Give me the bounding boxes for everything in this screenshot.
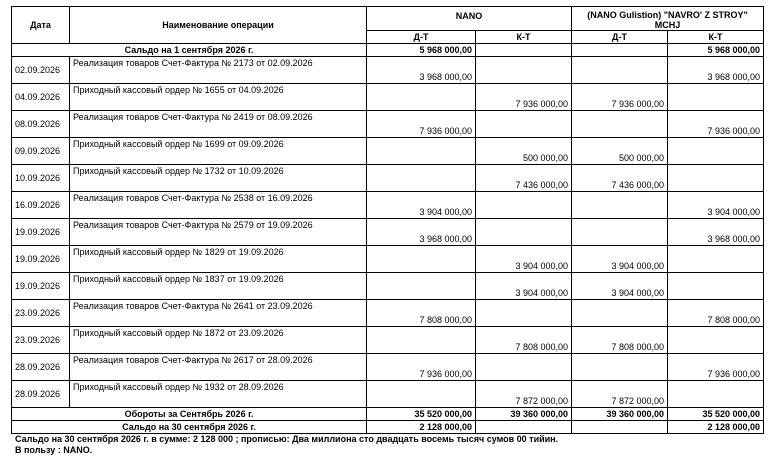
row-p1-debit: 3 968 000,00 (367, 219, 476, 246)
row-date: 09.09.2026 (12, 138, 70, 165)
col-header-party2 (572, 7, 764, 31)
table-row (12, 354, 764, 381)
row-p2-credit: 3 904 000,00 (668, 192, 764, 219)
row-p1-credit (476, 300, 572, 327)
table-row (12, 300, 764, 327)
reconciliation-table (11, 6, 764, 434)
row-date: 10.09.2026 (12, 165, 70, 192)
row-p2-credit: 3 968 000,00 (668, 219, 764, 246)
table-row (12, 111, 764, 138)
closing-p1-credit (476, 421, 572, 434)
summary-balance-text: Сальдо на 30 сентября 2026 г. в сумме: 2 128 000 ; прописью: Два миллиона сто двадцать восемь тысяч сумов 00 тийин. (15, 434, 559, 444)
row-operation: Приходный кассовый ордер № 1872 от 23.09.2026 (70, 327, 367, 354)
row-p2-credit (668, 84, 764, 111)
row-operation: Приходный кассовый ордер № 1655 от 04.09.2026 (70, 84, 367, 111)
row-p1-debit (367, 138, 476, 165)
row-p1-debit (367, 84, 476, 111)
row-p1-credit: 7 808 000,00 (476, 327, 572, 354)
row-date: 08.09.2026 (12, 111, 70, 138)
row-operation: Приходный кассовый ордер № 1829 от 19.09.2026 (70, 246, 367, 273)
row-p1-debit: 7 808 000,00 (367, 300, 476, 327)
row-date: 28.09.2026 (12, 354, 70, 381)
row-p1-credit (476, 57, 572, 84)
row-p2-debit (572, 300, 668, 327)
turnover-row (12, 408, 764, 421)
row-p2-debit: 500 000,00 (572, 138, 668, 165)
row-p2-credit (668, 165, 764, 192)
table-row (12, 165, 764, 192)
summary-footer (15, 434, 558, 456)
row-date: 19.09.2026 (12, 219, 70, 246)
row-p2-debit (572, 219, 668, 246)
table-row (12, 246, 764, 273)
row-p1-debit: 3 904 000,00 (367, 192, 476, 219)
row-p1-debit (367, 273, 476, 300)
p1-credit-header: К-Т (476, 31, 572, 44)
table-row (12, 381, 764, 408)
row-p2-debit: 7 936 000,00 (572, 84, 668, 111)
p1-debit-header: Д-Т (367, 31, 476, 44)
party2-name-line1: (NANO Gulistion) "NAVRO' Z STROY" (587, 10, 748, 20)
party2-name-line2: MCHJ (654, 20, 681, 30)
turnover-p2-credit: 35 520 000,00 (668, 408, 764, 421)
row-p1-credit: 500 000,00 (476, 138, 572, 165)
row-date: 04.09.2026 (12, 84, 70, 111)
row-p1-debit: 3 968 000,00 (367, 57, 476, 84)
row-p1-debit (367, 381, 476, 408)
row-p2-credit (668, 138, 764, 165)
turnover-p1-debit: 35 520 000,00 (367, 408, 476, 421)
row-p2-credit: 7 936 000,00 (668, 354, 764, 381)
table-row (12, 192, 764, 219)
closing-p1-debit: 2 128 000,00 (367, 421, 476, 434)
col-header-party1: NANO (367, 7, 572, 31)
table-row (12, 57, 764, 84)
row-date: 02.09.2026 (12, 57, 70, 84)
summary-in-favor-text: В пользу : NANO. (15, 445, 93, 455)
p2-credit-header: К-Т (668, 31, 764, 44)
row-operation: Реализация товаров Счет-Фактура № 2538 от 16.09.2026 (70, 192, 367, 219)
col-header-date: Дата (12, 7, 70, 44)
row-operation: Реализация товаров Счет-Фактура № 2617 от 28.09.2026 (70, 354, 367, 381)
opening-p2-debit (572, 44, 668, 57)
opening-balance-label: Сальдо на 1 сентября 2026 г. (12, 44, 367, 57)
opening-balance-row (12, 44, 764, 57)
table-row (12, 219, 764, 246)
header-row (12, 7, 764, 31)
row-p2-credit (668, 381, 764, 408)
row-operation: Приходный кассовый ордер № 1932 от 28.09.2026 (70, 381, 367, 408)
row-operation: Приходный кассовый ордер № 1732 от 10.09.2026 (70, 165, 367, 192)
row-p1-credit (476, 354, 572, 381)
row-p2-debit: 7 872 000,00 (572, 381, 668, 408)
row-p1-debit (367, 165, 476, 192)
row-p2-debit: 7 436 000,00 (572, 165, 668, 192)
row-operation: Реализация товаров Счет-Фактура № 2173 от 02.09.2026 (70, 57, 367, 84)
row-p2-debit: 3 904 000,00 (572, 273, 668, 300)
col-header-operation: Наименование операции (70, 7, 367, 44)
row-date: 19.09.2026 (12, 246, 70, 273)
row-p2-credit: 7 936 000,00 (668, 111, 764, 138)
row-p1-debit: 7 936 000,00 (367, 111, 476, 138)
table-row (12, 138, 764, 165)
row-p1-debit: 7 936 000,00 (367, 354, 476, 381)
turnover-p1-credit: 39 360 000,00 (476, 408, 572, 421)
row-p2-credit (668, 327, 764, 354)
row-p1-credit (476, 111, 572, 138)
table-row (12, 327, 764, 354)
closing-p2-credit: 2 128 000,00 (668, 421, 764, 434)
row-p1-credit: 7 436 000,00 (476, 165, 572, 192)
row-date: 19.09.2026 (12, 273, 70, 300)
row-p1-credit: 3 904 000,00 (476, 273, 572, 300)
row-operation: Реализация товаров Счет-Фактура № 2641 от 23.09.2026 (70, 300, 367, 327)
row-p2-debit (572, 111, 668, 138)
closing-balance-row (12, 421, 764, 434)
row-operation: Приходный кассовый ордер № 1837 от 19.09.2026 (70, 273, 367, 300)
row-p2-debit (572, 192, 668, 219)
row-p2-debit: 7 808 000,00 (572, 327, 668, 354)
table-row (12, 84, 764, 111)
row-p2-debit (572, 57, 668, 84)
row-operation: Реализация товаров Счет-Фактура № 2579 от 19.09.2026 (70, 219, 367, 246)
row-p2-credit (668, 246, 764, 273)
row-p2-debit (572, 354, 668, 381)
row-operation: Приходный кассовый ордер № 1699 от 09.09.2026 (70, 138, 367, 165)
row-date: 23.09.2026 (12, 300, 70, 327)
row-p2-debit: 3 904 000,00 (572, 246, 668, 273)
turnover-label: Обороты за Сентябрь 2026 г. (12, 408, 367, 421)
row-p1-credit (476, 219, 572, 246)
row-operation: Реализация товаров Счет-Фактура № 2419 от 08.09.2026 (70, 111, 367, 138)
row-p1-debit (367, 246, 476, 273)
row-p1-credit (476, 192, 572, 219)
row-date: 16.09.2026 (12, 192, 70, 219)
row-p1-credit: 7 872 000,00 (476, 381, 572, 408)
opening-p1-credit (476, 44, 572, 57)
table-row (12, 273, 764, 300)
row-p2-credit: 7 808 000,00 (668, 300, 764, 327)
row-p1-debit (367, 327, 476, 354)
row-p2-credit: 3 968 000,00 (668, 57, 764, 84)
row-p1-credit: 7 936 000,00 (476, 84, 572, 111)
turnover-p2-debit: 39 360 000,00 (572, 408, 668, 421)
row-p2-credit (668, 273, 764, 300)
opening-p1-debit: 5 968 000,00 (367, 44, 476, 57)
row-p1-credit: 3 904 000,00 (476, 246, 572, 273)
p2-debit-header: Д-Т (572, 31, 668, 44)
opening-p2-credit: 5 968 000,00 (668, 44, 764, 57)
row-date: 23.09.2026 (12, 327, 70, 354)
row-date: 28.09.2026 (12, 381, 70, 408)
closing-p2-debit (572, 421, 668, 434)
closing-balance-label: Сальдо на 30 сентября 2026 г. (12, 421, 367, 434)
table-body (12, 7, 764, 434)
